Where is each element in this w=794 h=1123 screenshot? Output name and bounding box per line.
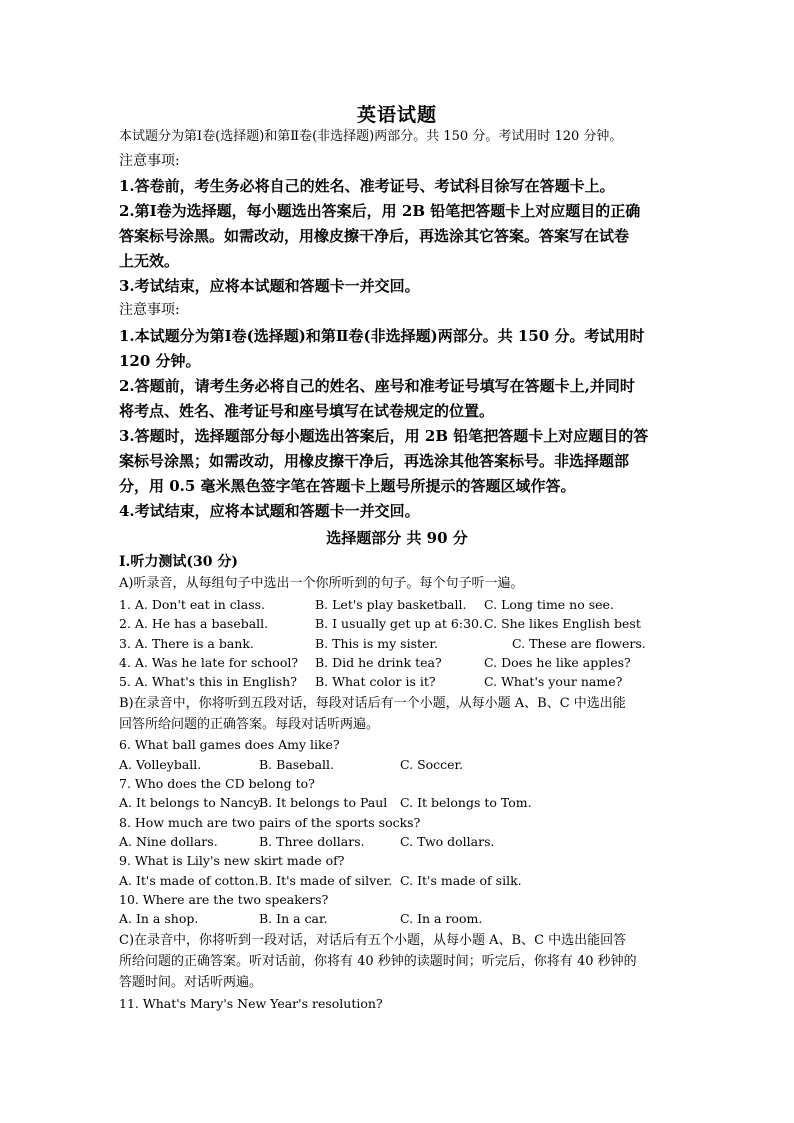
partB-q8-option-c: C. Two dollars. xyxy=(400,834,495,849)
partA-q5-option-c: C. What's your name? xyxy=(484,674,623,689)
partB-q6-option-c: C. Soccer. xyxy=(400,757,464,772)
notice1-line3: 3.考试结束，应将本试题和答题卡一并交回。 xyxy=(119,277,420,295)
notice2-line4: 4.考试结束，应将本试题和答题卡一并交回。 xyxy=(119,502,420,520)
partB-q6-option-a: A. Volleyball. xyxy=(119,757,202,772)
partB-q10-option-b: B. In a car. xyxy=(259,911,328,926)
notice1-line2c: 上无效。 xyxy=(119,252,180,270)
partA-q2-option-a: 2. A. He has a baseball. xyxy=(119,616,269,631)
section-heading: 选择题部分 共 90 分 xyxy=(326,529,468,547)
partC-q11-question: 11. What's Mary's New Year's resolution? xyxy=(119,996,383,1011)
notice2-line1a: 1.本试题分为第Ⅰ卷(选择题)和第Ⅱ卷(非选择题)两部分。共 150 分。考试用时 xyxy=(119,327,645,345)
partA-q3-option-c: C. These are flowers. xyxy=(512,636,646,651)
intro-text: 本试题分为第Ⅰ卷(选择题)和第Ⅱ卷(非选择题)两部分。共 150 分。考试用时 120 分钟。 xyxy=(119,129,623,144)
partB-q8-option-b: B. Three dollars. xyxy=(259,834,365,849)
partA-q5-option-a: 5. A. What's this in English? xyxy=(119,674,297,689)
partA-q4-option-c: C. Does he like apples? xyxy=(484,655,631,670)
partA-q3-option-b: B. This is my sister. xyxy=(315,636,439,651)
part1-heading: Ⅰ.听力测试(30 分) xyxy=(119,554,239,570)
partB-instructions-line1: B)在录音中，你将听到五段对话，每段对话后有一个小题，从每小题 A、B、C 中选出能 xyxy=(119,696,626,711)
partC-instructions-line3: 答题时间。对话听两遍。 xyxy=(119,975,263,990)
partA-q5-option-b: B. What color is it? xyxy=(315,674,436,689)
partB-q7-option-c: C. It belongs to Tom. xyxy=(400,795,532,810)
partB-q8-question: 8. How much are two pairs of the sports socks? xyxy=(119,815,421,830)
partB-q10-question: 10. Where are the two speakers? xyxy=(119,892,329,907)
partB-q9-question: 9. What is Lily's new skirt made of? xyxy=(119,853,345,868)
partB-q7-option-b: B. It belongs to Paul xyxy=(259,795,388,810)
partB-q9-option-b: B. It's made of silver. xyxy=(259,873,393,888)
partA-q2-option-b: B. I usually get up at 6:30. xyxy=(315,616,483,631)
partC-instructions-line2: 所给问题的正确答案。听对话前，你将有 40 秒钟的读题时间；听完后，你将有 40 秒钟的 xyxy=(119,954,637,969)
partA-q1-option-b: B. Let's play basketball. xyxy=(315,597,467,612)
partA-q2-option-c: C. She likes English best xyxy=(484,616,641,631)
notice1-line2b: 答案标号涂黑。如需改动，用橡皮擦干净后，再选涂其它答案。答案写在试卷 xyxy=(119,227,630,245)
partB-q6-question: 6. What ball games does Amy like? xyxy=(119,737,340,752)
notice1-heading: 注意事项: xyxy=(119,153,180,169)
notice2-line3c: 分，用 0.5 毫米黑色签字笔在答题卡上题号所提示的答题区域作答。 xyxy=(119,477,576,495)
partB-q9-option-c: C. It's made of silk. xyxy=(400,873,522,888)
partB-q7-option-a: A. It belongs to Nancy. xyxy=(119,795,263,810)
notice2-line1b: 120 分钟。 xyxy=(119,352,201,370)
partA-instructions: A)听录音，从每组句子中选出一个你所听到的句子。每个句子听一遍。 xyxy=(119,576,524,591)
partA-q1-option-c: C. Long time no see. xyxy=(484,597,614,612)
partA-q1-option-a: 1. A. Don't eat in class. xyxy=(119,597,266,612)
partA-q3-option-a: 3. A. There is a bank. xyxy=(119,636,254,651)
page-title: 英语试题 xyxy=(356,104,437,126)
partB-instructions-line2: 回答所给问题的正确答案。每段对话听两遍。 xyxy=(119,717,380,732)
partB-q7-question: 7. Who does the CD belong to? xyxy=(119,776,315,791)
partA-q4-option-b: B. Did he drink tea? xyxy=(315,655,442,670)
partB-q9-option-a: A. It's made of cotton. xyxy=(119,873,259,888)
notice1-line1: 1.答卷前，考生务必将自己的姓名、准考证号、考试科目徐写在答题卡上。 xyxy=(119,177,615,195)
partC-instructions-line1: C)在录音中，你将听到一段对话，对话后有五个小题，从每小题 A、B、C 中选出能回答 xyxy=(119,933,627,948)
notice2-line3b: 案标号涂黑；如需改动，用橡皮擦干净后，再选涂其他答案标号。非选择题部 xyxy=(119,452,630,470)
partB-q10-option-a: A. In a shop. xyxy=(119,911,199,926)
partB-q8-option-a: A. Nine dollars. xyxy=(119,834,218,849)
partB-q10-option-c: C. In a room. xyxy=(400,911,483,926)
notice2-line2b: 将考点、姓名、准考证号和座号填写在试卷规定的位置。 xyxy=(119,402,495,420)
partB-q6-option-b: B. Baseball. xyxy=(259,757,335,772)
notice2-line2a: 2.答题前，请考生务必将自己的姓名、座号和准考证号填写在答题卡上,并同时 xyxy=(119,377,635,395)
partA-q4-option-a: 4. A. Was he late for school? xyxy=(119,655,299,670)
notice1-line2a: 2.第Ⅰ卷为选择题，每小题选出答案后，用 2B 铅笔把答题卡上对应题目的正确 xyxy=(119,202,641,220)
notice2-line3a: 3.答题时，选择题部分每小题选出答案后，用 2B 铅笔把答题卡上对应题目的答 xyxy=(119,427,649,445)
notice2-heading: 注意事项: xyxy=(119,302,180,318)
